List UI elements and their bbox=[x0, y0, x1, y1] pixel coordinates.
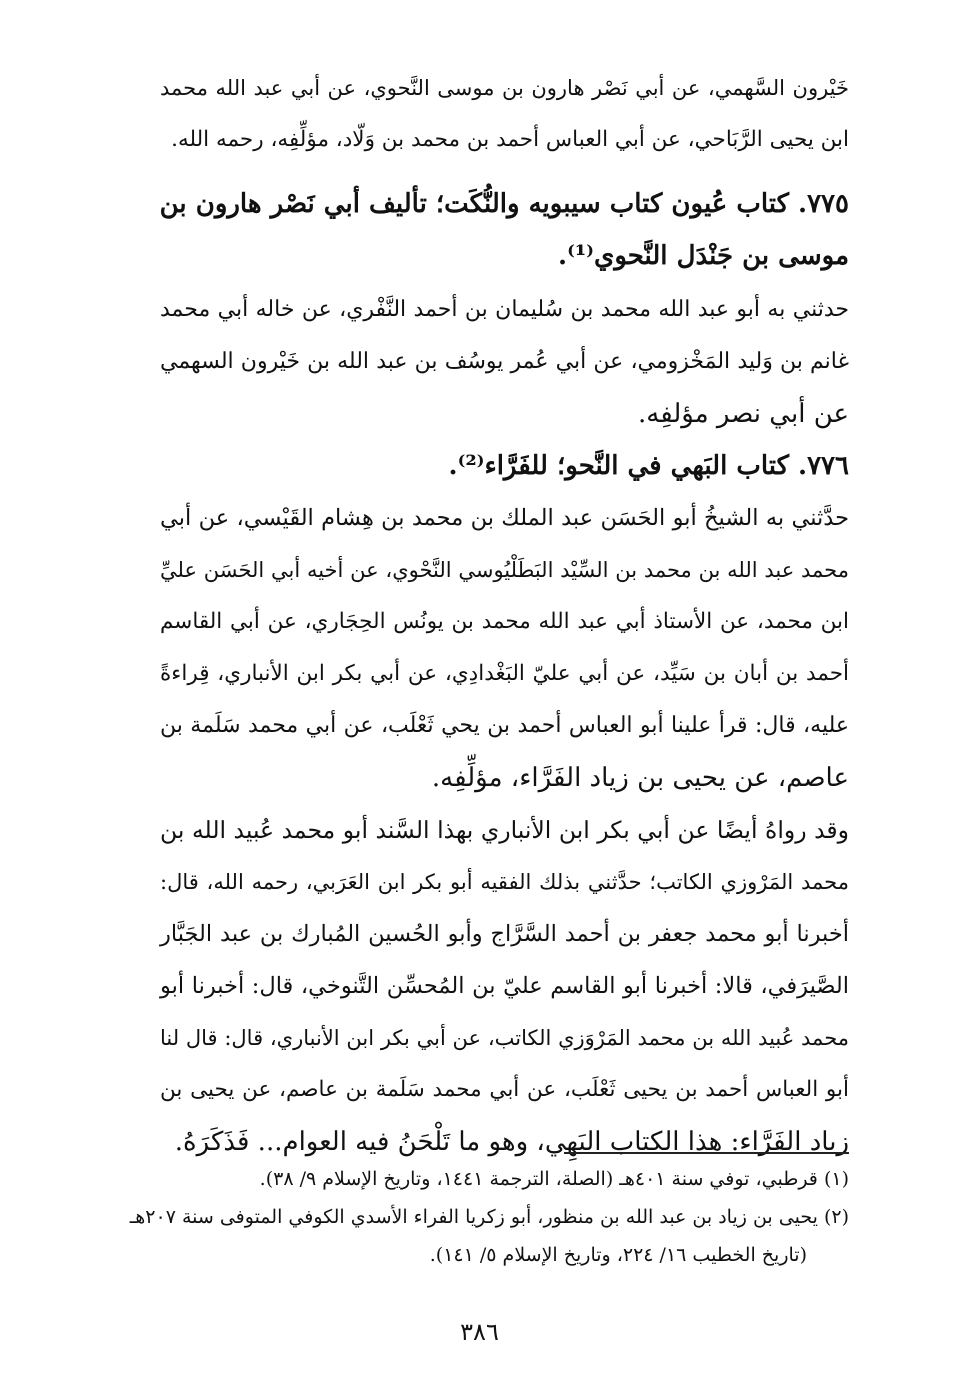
footnote-text: يحيى بن زياد بن عبد الله بن منظور، أبو زكريا الفراء الأسدي الكوفي المتوفى سنة ٢٠٧هـ bbox=[129, 1206, 818, 1228]
text-line: حدَّثني به الشيخُ أبو الحَسَن عبد الملك بن محمد بن هِشام القَيْسي، عن أبي bbox=[160, 505, 849, 531]
page-number: ٣٨٦ bbox=[460, 1318, 499, 1346]
text-line: أحمد بن أبان بن سَيِّد، عن أبي عليّ البَغْدادِي، عن أبي بكر ابن الأنباري، قِراءةً bbox=[160, 661, 849, 686]
footnote-marker: (٢) bbox=[823, 1206, 849, 1228]
text-line: عن أبي نصر مؤلفِه. bbox=[638, 399, 849, 429]
footnote-1 bbox=[110, 1160, 849, 1198]
text-line: محمد عُبيد الله بن محمد المَرْوَزي الكاتب، عن أبي بكر ابن الأنباري، قال: قال لنا bbox=[160, 1026, 849, 1050]
text-line: عاصم، عن يحيى بن زياد الفَرَّاء، مؤلِّفِه. bbox=[431, 763, 849, 793]
text-line: خَيْرون السَّهمي، عن أبي نَصْر هارون بن موسى النَّحوي، عن أبي عبد الله محمد bbox=[160, 76, 849, 100]
paragraph-continuation bbox=[160, 62, 849, 166]
text-line: الصَّيرَفي، قالا: أخبرنا أبو القاسم عليّ بن المُحسِّن التَّنوخي، قال: أخبرنا أبو bbox=[160, 973, 849, 999]
text-line: أخبرنا أبو محمد جعفر بن أحمد السَّرَّاج وأبو الحُسين المُبارك بن عبد الجَبَّار bbox=[160, 921, 849, 947]
text-line: ٧٧٦. كتاب البَهي في النَّحو؛ للفَرَّاء⁽²⁾. bbox=[448, 451, 849, 481]
footnote-separator bbox=[564, 1152, 849, 1154]
text-line: ابن محمد، عن الأستاذ أبي عبد الله محمد بن يونُس الحِجَاري، عن أبي القاسم bbox=[160, 609, 849, 634]
text-line: محمد عبد الله بن محمد بن السِّيْد البَطَلْيُوسي النَّحْوي، عن أخيه أبي الحَسَن عليِّ bbox=[160, 558, 849, 582]
entry-776-heading bbox=[160, 440, 849, 492]
footnote-2-continuation: (تاريخ الخطيب ١٦/ ٢٢٤، وتاريخ الإسلام ٥/ ١٤١). bbox=[429, 1244, 807, 1266]
text-line: زياد الفَرَّاء: هذا الكتاب البَهِي، وهو ما تَلْحَنُ فيه العوام... فَذَكَرَهُ. bbox=[174, 1127, 849, 1157]
text-line: عليه، قال: قرأ علينا أبو العباس أحمد بن يحي ثَعْلَب، عن أبي محمد سَلَمة بن bbox=[160, 713, 849, 738]
entry-775-chain bbox=[160, 284, 849, 440]
footnotes bbox=[110, 1160, 849, 1274]
text-line: ابن يحيى الرَّبَاحي، عن أبي العباس أحمد بن محمد بن وَلّاد، مؤلِّفِه، رحمه الله. bbox=[171, 127, 849, 152]
entry-775-heading bbox=[160, 178, 849, 282]
text-line: وقد رواهُ أيضًا عن أبي بكر ابن الأنباري بهذا السَّند أبو محمد عُبيد الله بن bbox=[160, 816, 849, 844]
text-line: ٧٧٥. كتاب عُيون كتاب سيبويه والنُّكَت؛ تأليف أبي نَصْر هارون بن bbox=[159, 189, 849, 219]
text-line: غانم بن وَليد المَخْزومي، عن أبي عُمر يوسُف بن عبد الله بن خَيْرون السهمي bbox=[160, 349, 849, 374]
text-line: حدثني به أبو عبد الله محمد بن سُليمان بن أحمد النَّفْري، عن خاله أبي محمد bbox=[160, 297, 849, 322]
footnote-text: قرطبي، توفي سنة ٤٠١هـ (الصلة، الترجمة ١٤٤١، وتاريخ الإسلام ٩/ ٣٨). bbox=[259, 1168, 818, 1190]
text-line: أبو العباس أحمد بن يحيى ثَعْلَب، عن أبي محمد سَلَمة بن عاصم، عن يحيى بن bbox=[160, 1077, 849, 1102]
footnote-marker: (١) bbox=[823, 1168, 849, 1190]
text-line: محمد المَرْوزي الكاتب؛ حدَّثني بذلك الفقيه أبو بكر ابن العَرَبي، رحمه الله، قال: bbox=[160, 870, 849, 894]
text-line: موسى بن جَنْدَل النَّحوي⁽¹⁾. bbox=[558, 241, 849, 271]
entry-776-second-chain bbox=[160, 804, 849, 1168]
entry-776-chain bbox=[160, 492, 849, 804]
footnote-2 bbox=[110, 1198, 849, 1236]
